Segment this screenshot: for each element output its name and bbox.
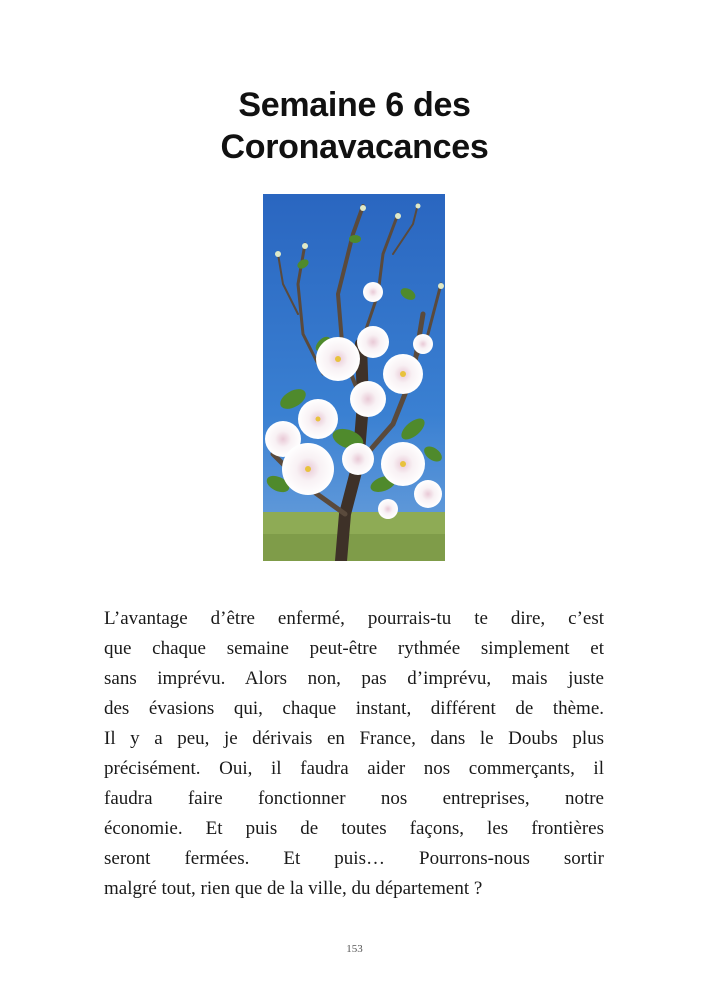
body-line: L’avantage d’être enfermé, pourrais-tu te dire, c’est (104, 608, 604, 629)
title-line-1: Semaine 6 des (238, 86, 471, 124)
body-line: faudra faire fonctionner nos entreprises, notre (104, 788, 604, 809)
body-line: sans imprévu. Alors non, pas d’imprévu, mais juste (104, 668, 604, 689)
body-line: malgré tout, rien que de la ville, du département ? (104, 878, 483, 899)
page-title (0, 84, 709, 168)
body-line: Il y a peu, je dérivais en France, dans le Doubs plus (104, 728, 604, 749)
body-line: économie. Et puis de toutes façons, les frontières (104, 818, 604, 839)
body-paragraph (104, 604, 604, 904)
body-line: que chaque semaine peut-être rythmée simplement et (104, 638, 604, 659)
body-line: des évasions qui, chaque instant, différent de thème. (104, 698, 604, 719)
apple-blossom-photo (263, 194, 445, 561)
title-line-2: Coronavacances (220, 128, 489, 166)
page-number: 153 (346, 943, 363, 955)
body-line: seront fermées. Et puis… Pourrons-nous sortir (104, 848, 604, 869)
body-line: précisément. Oui, il faudra aider nos commerçants, il (104, 758, 604, 779)
